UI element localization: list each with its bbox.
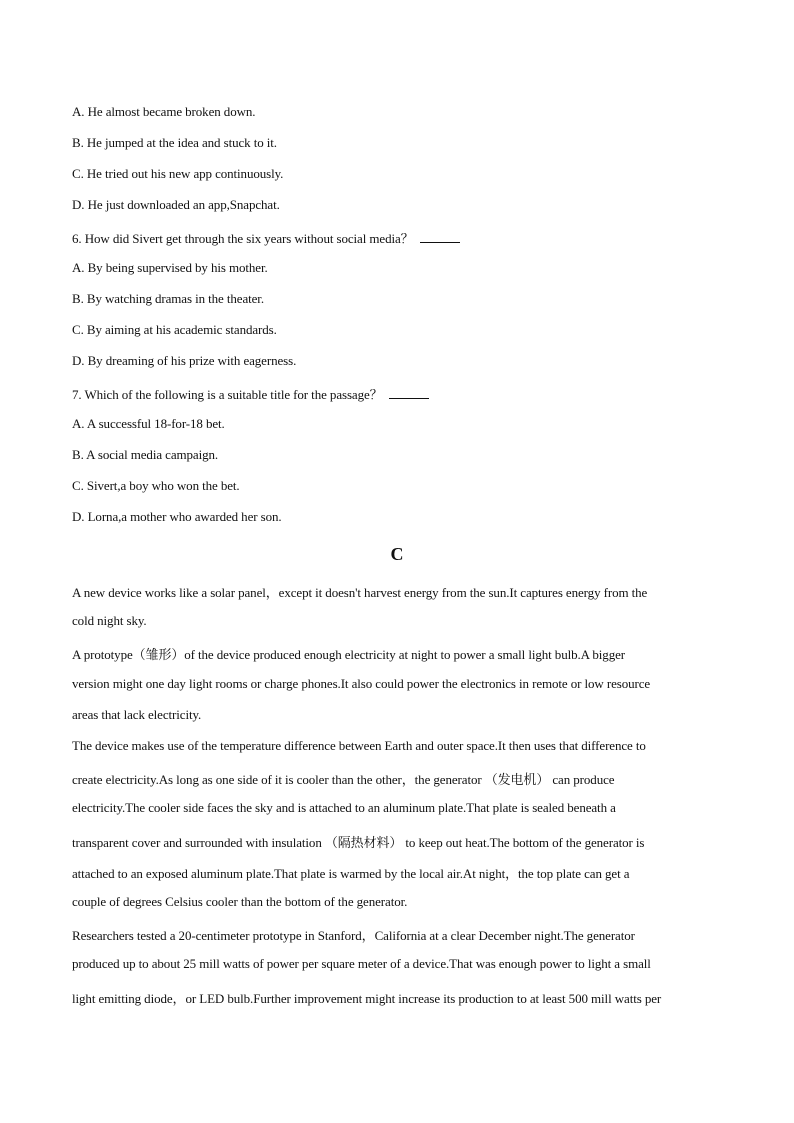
passage-line: Researchers tested a 20-centimeter prototype in Stanford，California at a clear December night.The generator (72, 928, 635, 943)
passage-line: produced up to about 25 mill watts of power per square meter of a device.That was enough power to light a small (72, 956, 651, 971)
q5-option-a: A. He almost became broken down. (72, 104, 256, 119)
q5-option-c: C. He tried out his new app continuously. (72, 166, 284, 181)
q6-question-text: 6. How did Sivert get through the six years without social media？ (72, 231, 414, 246)
passage-line: The device makes use of the temperature difference between Earth and outer space.It then uses that difference to (72, 738, 646, 753)
q5-option-d: D. He just downloaded an app,Snapchat. (72, 197, 280, 212)
q6-option-c: C. By aiming at his academic standards. (72, 322, 277, 337)
passage-line: couple of degrees Celsius cooler than the bottom of the generator. (72, 894, 408, 909)
passage-line: areas that lack electricity. (72, 707, 202, 722)
q7-option-b: B. A social media campaign. (72, 447, 219, 462)
section-heading: C (390, 544, 404, 564)
q7-question (72, 384, 722, 403)
passage-line: attached to an exposed aluminum plate.That plate is warmed by the local air.At night，the top plate can get a (72, 866, 630, 881)
passage-line: cold night sky. (72, 613, 147, 628)
q7-answer-blank[interactable] (389, 387, 429, 399)
passage-line: version might one day light rooms or charge phones.It also could power the electronics in remote or low resource (72, 676, 651, 691)
q7-option-c: C. Sivert,a boy who won the bet. (72, 478, 240, 493)
passage-line: A new device works like a solar panel，except it doesn't harvest energy from the sun.It captures energy from the (72, 585, 648, 600)
q6-option-a: A. By being supervised by his mother. (72, 260, 268, 275)
q6-question (72, 228, 722, 247)
passage-line: electricity.The cooler side faces the sky and is attached to an aluminum plate.That plate is sealed beneath a (72, 800, 616, 815)
q5-option-b: B. He jumped at the idea and stuck to it. (72, 135, 277, 150)
q7-question-text: 7. Which of the following is a suitable title for the passage？ (72, 387, 383, 402)
passage-line: create electricity.As long as one side of it is cooler than the other，the generator （发电机） can produce (72, 772, 615, 787)
q7-option-a: A. A successful 18-for-18 bet. (72, 416, 225, 431)
q7-option-d: D. Lorna,a mother who awarded her son. (72, 509, 282, 524)
q6-answer-blank[interactable] (420, 231, 460, 243)
passage-line: transparent cover and surrounded with insulation （隔热材料） to keep out heat.The bottom of the generator is (72, 835, 645, 850)
passage-line: A prototype（雏形）of the device produced enough electricity at night to power a small light bulb.A bigger (72, 647, 626, 662)
q6-option-b: B. By watching dramas in the theater. (72, 291, 264, 306)
q6-option-d: D. By dreaming of his prize with eagerness. (72, 353, 297, 368)
passage-line: light emitting diode，or LED bulb.Further improvement might increase its production to at least 500 mill watts per (72, 991, 662, 1006)
